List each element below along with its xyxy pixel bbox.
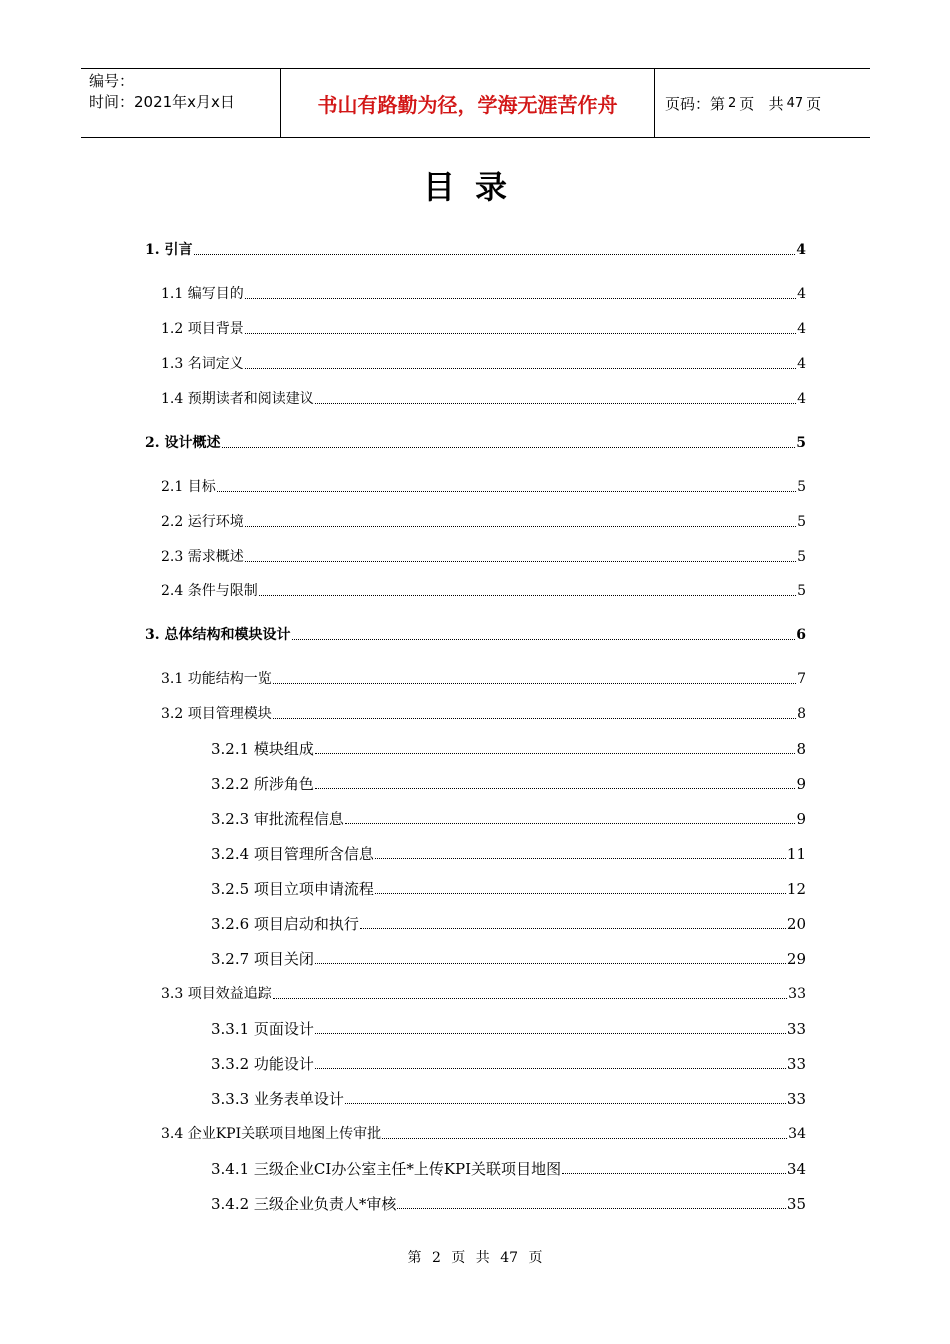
- toc-leader-dots: [315, 774, 796, 789]
- page-suffix: 页: [806, 94, 822, 113]
- toc-leader-dots: [245, 284, 796, 299]
- toc-entry-label: 2. 设计概述: [145, 435, 221, 451]
- toc-entry-page: 8: [796, 740, 806, 758]
- toc-leader-dots: [382, 1124, 787, 1139]
- toc-leader-dots: [245, 512, 796, 527]
- toc-entry-page: 35: [786, 1195, 806, 1213]
- toc-entry-label: 3.1 功能结构一览: [161, 671, 272, 687]
- toc-entry-label: 3.3.3 业务表单设计: [211, 1090, 344, 1108]
- toc-entry-label: 2.3 需求概述: [161, 549, 244, 565]
- toc-entry[interactable]: [161, 477, 806, 497]
- toc-entry-label: 3.4.2 三级企业负责人*审核: [211, 1195, 397, 1213]
- toc-entry[interactable]: [211, 949, 806, 969]
- toc-entry[interactable]: [161, 389, 806, 409]
- toc-entry-page: 5: [797, 549, 806, 565]
- toc-entry-label: 3.2.4 项目管理所含信息: [211, 845, 374, 863]
- toc-entry[interactable]: [161, 284, 806, 304]
- toc-entry-label: 3.2.2 所涉角色: [211, 775, 314, 793]
- toc-leader-dots: [245, 354, 796, 369]
- toc-entry-page: 7: [797, 671, 806, 687]
- toc-leader-dots: [273, 704, 796, 719]
- motto: 书山有路勤为径，学海无涯苦作舟: [281, 69, 655, 137]
- toc-leader-dots: [194, 240, 796, 255]
- toc-entry-page: 33: [786, 1020, 806, 1038]
- page-current: 2: [728, 95, 737, 111]
- toc-entry-page: 34: [788, 1126, 806, 1142]
- toc-entry-page: 4: [797, 321, 806, 337]
- toc-entry-label: 3.2.5 项目立项申请流程: [211, 880, 374, 898]
- toc-entry-label: 3.2.6 项目启动和执行: [211, 915, 359, 933]
- toc-entry-label: 3. 总体结构和模块设计: [145, 627, 291, 643]
- toc-entry[interactable]: [161, 547, 806, 567]
- toc-entry-label: 3.2.1 模块组成: [211, 740, 314, 758]
- toc-leader-dots: [315, 1054, 786, 1069]
- toc-entry[interactable]: [161, 512, 806, 532]
- toc-leader-dots: [345, 1089, 786, 1104]
- toc-entry[interactable]: [161, 704, 806, 724]
- toc-entry-label: 3.4.1 三级企业CI办公室主任*上传KPI关联项目地图: [211, 1160, 562, 1178]
- toc-entry-page: 33: [786, 1055, 806, 1073]
- toc-entry[interactable]: [145, 433, 806, 453]
- toc-entry[interactable]: [161, 1124, 806, 1144]
- toc-entry[interactable]: [211, 1019, 806, 1039]
- page-mid: 页 共: [739, 94, 784, 113]
- toc-entry-label: 3.2.7 项目关闭: [211, 950, 314, 968]
- toc-entry[interactable]: [211, 879, 806, 899]
- toc-entry-page: 5: [797, 583, 806, 599]
- toc-entry-page: 12: [786, 880, 806, 898]
- page-prefix: 页码：第: [665, 94, 726, 113]
- toc-entry[interactable]: [145, 240, 806, 260]
- toc-leader-dots: [345, 809, 796, 824]
- toc-entry-label: 3.4 企业KPI关联项目地图上传审批: [161, 1126, 382, 1142]
- time-label: 时间：2021年x月x日: [89, 93, 235, 111]
- toc-entry-label: 1.3 名词定义: [161, 356, 244, 372]
- toc-leader-dots: [315, 389, 796, 404]
- toc-entry-label: 1.4 预期读者和阅读建议: [161, 391, 314, 407]
- toc-leader-dots: [360, 914, 786, 929]
- toc-entry-page: 4: [796, 242, 806, 258]
- toc-entry-page: 8: [797, 706, 806, 722]
- toc-entry-page: 9: [796, 775, 806, 793]
- toc-entry[interactable]: [211, 1159, 806, 1179]
- toc-entry[interactable]: [211, 1089, 806, 1109]
- toc-entry-label: 1. 引言: [145, 242, 193, 258]
- toc-entry-page: 5: [797, 514, 806, 530]
- toc-leader-dots: [315, 949, 786, 964]
- toc-entry-page: 6: [796, 627, 806, 643]
- toc-entry-label: 1.2 项目背景: [161, 321, 244, 337]
- toc-leader-dots: [315, 739, 796, 754]
- toc-entry[interactable]: [211, 914, 806, 934]
- toc-leader-dots: [397, 1194, 785, 1209]
- toc-entry[interactable]: [145, 625, 806, 645]
- toc-entry-label: 2.2 运行环境: [161, 514, 244, 530]
- page-total: 47: [786, 95, 804, 111]
- toc-entry[interactable]: [161, 581, 806, 601]
- toc-entry-page: 4: [797, 356, 806, 372]
- toc-entry[interactable]: [211, 774, 806, 794]
- toc-entry-label: 3.3 项目效益追踪: [161, 986, 272, 1002]
- toc-entry-page: 5: [797, 479, 806, 495]
- toc-entry[interactable]: [161, 669, 806, 689]
- toc-entry-label: 3.2.3 审批流程信息: [211, 810, 344, 828]
- toc-leader-dots: [375, 879, 786, 894]
- toc-leader-dots: [273, 669, 796, 684]
- toc-leader-dots: [562, 1159, 786, 1174]
- toc-entry-page: 29: [786, 950, 806, 968]
- toc-entry-page: 33: [786, 1090, 806, 1108]
- toc-entry-label: 1.1 编写目的: [161, 286, 244, 302]
- toc-leader-dots: [259, 581, 796, 596]
- toc-entry-page: 34: [786, 1160, 806, 1178]
- number-label: 编号：: [89, 72, 135, 90]
- toc-entry-page: 9: [796, 810, 806, 828]
- toc-entry[interactable]: [161, 319, 806, 339]
- toc-entry-page: 4: [797, 391, 806, 407]
- toc-leader-dots: [245, 547, 796, 562]
- toc-leader-dots: [292, 625, 796, 640]
- page-title: 目录: [422, 168, 527, 206]
- toc-leader-dots: [222, 433, 796, 448]
- toc-entry[interactable]: [161, 354, 806, 374]
- toc-entry-page: 11: [786, 845, 806, 863]
- toc-entry-page: 33: [788, 986, 806, 1002]
- toc-entry-page: 20: [786, 915, 806, 933]
- toc-leader-dots: [315, 1019, 786, 1034]
- toc-leader-dots: [273, 984, 787, 999]
- toc-entry-label: 3.3.2 功能设计: [211, 1055, 314, 1073]
- toc-entry-label: 2.4 条件与限制: [161, 583, 258, 599]
- toc-entry[interactable]: [211, 844, 806, 864]
- toc-entry-label: 3.2 项目管理模块: [161, 706, 272, 722]
- toc-leader-dots: [217, 477, 796, 492]
- toc-entry-page: 4: [797, 286, 806, 302]
- toc-entry[interactable]: [211, 1054, 806, 1074]
- toc-entry[interactable]: [211, 739, 806, 759]
- toc-entry[interactable]: [211, 809, 806, 829]
- toc-entry-label: 3.3.1 页面设计: [211, 1020, 314, 1038]
- page-footer: 第 2 页 共 47 页: [407, 1250, 543, 1266]
- toc-entry-page: 5: [796, 435, 806, 451]
- toc-leader-dots: [245, 319, 796, 334]
- toc-leader-dots: [375, 844, 786, 859]
- toc-entry[interactable]: [211, 1194, 806, 1214]
- toc-entry-label: 2.1 目标: [161, 479, 216, 495]
- toc-entry[interactable]: [161, 984, 806, 1004]
